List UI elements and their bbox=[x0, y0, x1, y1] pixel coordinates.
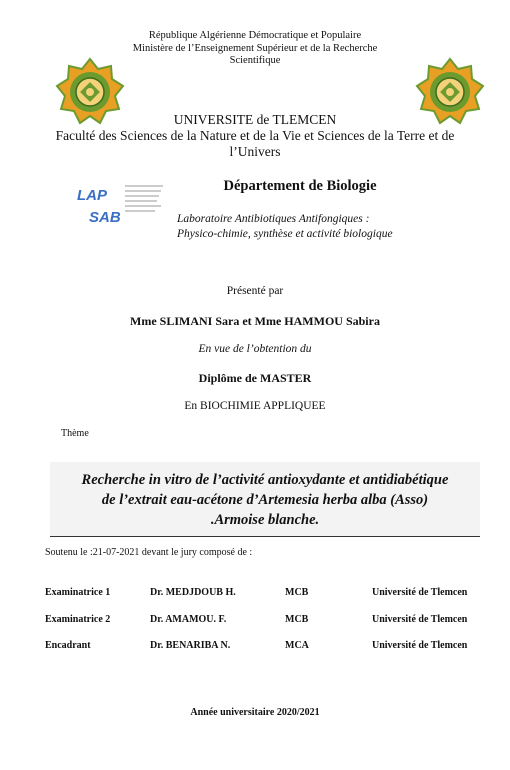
jury-institution: Université de Tlemcen bbox=[372, 640, 468, 651]
academic-year: Année universitaire 2020/2021 bbox=[190, 707, 320, 718]
ministry-header bbox=[100, 30, 410, 68]
faculty-line-2: l’Univers bbox=[229, 144, 281, 159]
jury-role: Encadrant bbox=[45, 640, 91, 651]
jury-row bbox=[0, 614, 510, 628]
thesis-title-line-1: Recherche in vitro de l’activité antioxydante et antidiabétique bbox=[81, 472, 449, 488]
republic-line: République Algérienne Démocratique et Populaire bbox=[148, 30, 362, 41]
thesis-title-line-2: de l’extrait eau-acétone d’Artemesia herba alba (Asso) bbox=[101, 492, 429, 508]
specialty: En BIOCHIMIE APPLIQUEE bbox=[184, 400, 326, 412]
presented-by: Présenté par bbox=[226, 285, 284, 297]
jury-grade: MCA bbox=[285, 640, 309, 651]
diploma-title: Diplôme de MASTER bbox=[198, 371, 312, 385]
ministry-line-2: Scientifique bbox=[229, 55, 281, 66]
jury-institution: Université de Tlemcen bbox=[372, 587, 468, 598]
university-header bbox=[40, 112, 470, 160]
theme-label: Thème bbox=[61, 428, 89, 439]
laboratory-line-2: Physico-chimie, synthèse et activité biologique bbox=[177, 228, 393, 240]
jury-role: Examinatrice 2 bbox=[45, 614, 111, 625]
jury-grade: MCB bbox=[285, 587, 309, 598]
jury-institution: Université de Tlemcen bbox=[372, 614, 468, 625]
svg-text:LAP: LAP bbox=[77, 187, 107, 204]
ministry-line-1: Ministère de l’Enseignement Supérieur et de la Recherche bbox=[132, 42, 378, 54]
thesis-title-line-3: .Armoise blanche. bbox=[210, 512, 320, 528]
department-title: Département de Biologie bbox=[223, 178, 377, 194]
jury-row bbox=[0, 640, 510, 654]
faculty-line-1: Faculté des Sciences de la Nature et de la Vie et Sciences de la Terre et de bbox=[55, 128, 455, 143]
laboratory-name bbox=[177, 212, 393, 242]
jury-role: Examinatrice 1 bbox=[45, 587, 111, 598]
jury-row bbox=[0, 587, 510, 601]
authors: Mme SLIMANI Sara et Mme HAMMOU Sabira bbox=[130, 314, 380, 328]
jury-grade: MCB bbox=[285, 614, 309, 625]
jury-name: Dr. MEDJDOUB H. bbox=[150, 587, 236, 598]
university-name: UNIVERSITE de TLEMCEN bbox=[173, 112, 337, 127]
in-view-of: En vue de l’obtention du bbox=[198, 343, 312, 355]
jury-name: Dr. AMAMOU. F. bbox=[150, 614, 227, 625]
defense-date: Soutenu le :21-07-2021 devant le jury composé de : bbox=[45, 547, 253, 558]
laboratory-line-1: Laboratoire Antibiotiques Antifongiques : bbox=[177, 213, 370, 225]
jury-name: Dr. BENARIBA N. bbox=[150, 640, 231, 651]
thesis-title bbox=[50, 470, 480, 530]
svg-text:SAB: SAB bbox=[89, 209, 121, 226]
